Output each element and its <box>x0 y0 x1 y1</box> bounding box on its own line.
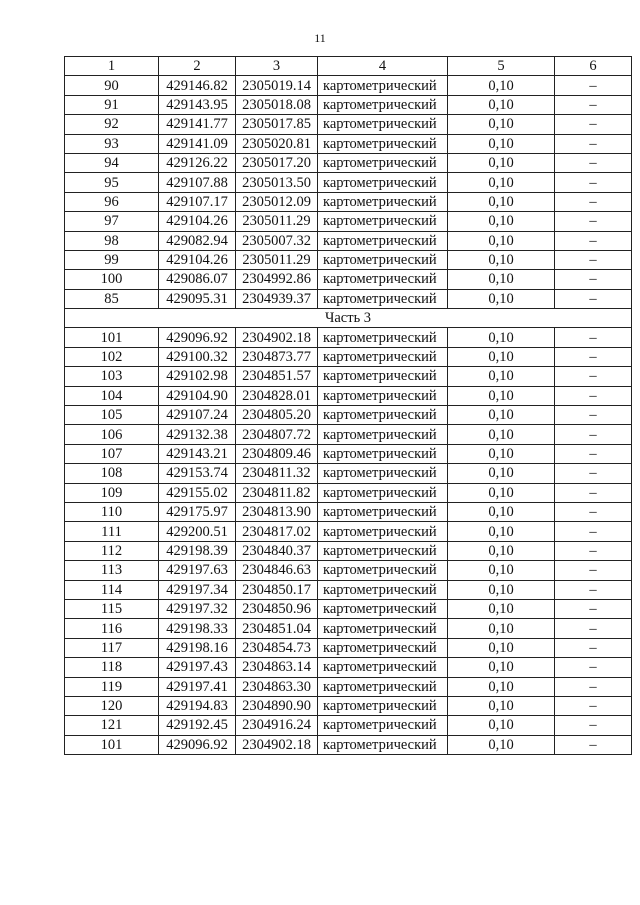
point-number-cell: 109 <box>65 483 159 502</box>
y-coordinate-cell: 2305013.50 <box>236 173 318 192</box>
x-coordinate-cell: 429100.32 <box>159 347 236 366</box>
note-cell: – <box>555 619 632 638</box>
table-row <box>65 386 632 405</box>
point-number-cell: 85 <box>65 289 159 308</box>
accuracy-cell: 0,10 <box>448 173 555 192</box>
table-row <box>65 95 632 114</box>
table-row <box>65 289 632 308</box>
x-coordinate-cell: 429155.02 <box>159 483 236 502</box>
method-cell: картометрический <box>318 192 448 211</box>
table-row <box>65 115 632 134</box>
method-cell: картометрический <box>318 735 448 754</box>
x-coordinate-cell: 429096.92 <box>159 735 236 754</box>
x-coordinate-cell: 429197.43 <box>159 658 236 677</box>
method-cell: картометрический <box>318 483 448 502</box>
x-coordinate-cell: 429096.92 <box>159 328 236 347</box>
y-coordinate-cell: 2304902.18 <box>236 735 318 754</box>
point-number-cell: 102 <box>65 347 159 366</box>
x-coordinate-cell: 429198.16 <box>159 638 236 657</box>
note-cell: – <box>555 483 632 502</box>
accuracy-cell: 0,10 <box>448 192 555 211</box>
column-number-cell: 2 <box>159 57 236 76</box>
note-cell: – <box>555 231 632 250</box>
accuracy-cell: 0,10 <box>448 425 555 444</box>
accuracy-cell: 0,10 <box>448 367 555 386</box>
note-cell: – <box>555 328 632 347</box>
column-number-cell: 3 <box>236 57 318 76</box>
note-cell: – <box>555 367 632 386</box>
y-coordinate-cell: 2304813.90 <box>236 502 318 521</box>
method-cell: картометрический <box>318 638 448 657</box>
method-cell: картометрический <box>318 425 448 444</box>
y-coordinate-cell: 2304851.04 <box>236 619 318 638</box>
accuracy-cell: 0,10 <box>448 250 555 269</box>
accuracy-cell: 0,10 <box>448 599 555 618</box>
column-number-cell: 4 <box>318 57 448 76</box>
accuracy-cell: 0,10 <box>448 95 555 114</box>
section-row <box>65 309 632 328</box>
y-coordinate-cell: 2305019.14 <box>236 76 318 95</box>
x-coordinate-cell: 429095.31 <box>159 289 236 308</box>
table-row <box>65 328 632 347</box>
y-coordinate-cell: 2305017.85 <box>236 115 318 134</box>
note-cell: – <box>555 95 632 114</box>
point-number-cell: 112 <box>65 541 159 560</box>
table-row <box>65 192 632 211</box>
table-row <box>65 638 632 657</box>
point-number-cell: 115 <box>65 599 159 618</box>
accuracy-cell: 0,10 <box>448 386 555 405</box>
y-coordinate-cell: 2304916.24 <box>236 716 318 735</box>
x-coordinate-cell: 429141.77 <box>159 115 236 134</box>
note-cell: – <box>555 580 632 599</box>
y-coordinate-cell: 2305007.32 <box>236 231 318 250</box>
note-cell: – <box>555 76 632 95</box>
coordinates-table-body <box>65 57 632 755</box>
note-cell: – <box>555 192 632 211</box>
method-cell: картометрический <box>318 153 448 172</box>
point-number-cell: 105 <box>65 406 159 425</box>
x-coordinate-cell: 429141.09 <box>159 134 236 153</box>
point-number-cell: 118 <box>65 658 159 677</box>
table-row <box>65 561 632 580</box>
section-title: Часть 3 <box>65 309 632 328</box>
y-coordinate-cell: 2304863.30 <box>236 677 318 696</box>
table-row <box>65 619 632 638</box>
note-cell: – <box>555 464 632 483</box>
table-row <box>65 735 632 754</box>
note-cell: – <box>555 561 632 580</box>
method-cell: картометрический <box>318 289 448 308</box>
accuracy-cell: 0,10 <box>448 483 555 502</box>
table-row <box>65 522 632 541</box>
table-row <box>65 483 632 502</box>
x-coordinate-cell: 429107.24 <box>159 406 236 425</box>
accuracy-cell: 0,10 <box>448 638 555 657</box>
method-cell: картометрический <box>318 696 448 715</box>
accuracy-cell: 0,10 <box>448 328 555 347</box>
accuracy-cell: 0,10 <box>448 153 555 172</box>
x-coordinate-cell: 429197.32 <box>159 599 236 618</box>
point-number-cell: 117 <box>65 638 159 657</box>
x-coordinate-cell: 429192.45 <box>159 716 236 735</box>
method-cell: картометрический <box>318 386 448 405</box>
method-cell: картометрический <box>318 716 448 735</box>
point-number-cell: 100 <box>65 270 159 289</box>
method-cell: картометрический <box>318 406 448 425</box>
accuracy-cell: 0,10 <box>448 444 555 463</box>
method-cell: картометрический <box>318 619 448 638</box>
method-cell: картометрический <box>318 444 448 463</box>
point-number-cell: 96 <box>65 192 159 211</box>
accuracy-cell: 0,10 <box>448 212 555 231</box>
point-number-cell: 93 <box>65 134 159 153</box>
table-row <box>65 677 632 696</box>
note-cell: – <box>555 153 632 172</box>
y-coordinate-cell: 2304939.37 <box>236 289 318 308</box>
y-coordinate-cell: 2305020.81 <box>236 134 318 153</box>
x-coordinate-cell: 429143.21 <box>159 444 236 463</box>
x-coordinate-cell: 429153.74 <box>159 464 236 483</box>
accuracy-cell: 0,10 <box>448 289 555 308</box>
point-number-cell: 111 <box>65 522 159 541</box>
y-coordinate-cell: 2305018.08 <box>236 95 318 114</box>
method-cell: картометрический <box>318 522 448 541</box>
table-row <box>65 541 632 560</box>
note-cell: – <box>555 522 632 541</box>
table-row <box>65 76 632 95</box>
note-cell: – <box>555 270 632 289</box>
note-cell: – <box>555 212 632 231</box>
table-row <box>65 270 632 289</box>
x-coordinate-cell: 429146.82 <box>159 76 236 95</box>
accuracy-cell: 0,10 <box>448 580 555 599</box>
accuracy-cell: 0,10 <box>448 76 555 95</box>
y-coordinate-cell: 2305012.09 <box>236 192 318 211</box>
x-coordinate-cell: 429126.22 <box>159 153 236 172</box>
x-coordinate-cell: 429102.98 <box>159 367 236 386</box>
table-row <box>65 134 632 153</box>
accuracy-cell: 0,10 <box>448 522 555 541</box>
point-number-cell: 106 <box>65 425 159 444</box>
x-coordinate-cell: 429197.63 <box>159 561 236 580</box>
column-number-cell: 1 <box>65 57 159 76</box>
note-cell: – <box>555 541 632 560</box>
note-cell: – <box>555 347 632 366</box>
table-row <box>65 347 632 366</box>
y-coordinate-cell: 2304873.77 <box>236 347 318 366</box>
note-cell: – <box>555 502 632 521</box>
method-cell: картометрический <box>318 212 448 231</box>
x-coordinate-cell: 429200.51 <box>159 522 236 541</box>
point-number-cell: 91 <box>65 95 159 114</box>
method-cell: картометрический <box>318 599 448 618</box>
y-coordinate-cell: 2305011.29 <box>236 212 318 231</box>
x-coordinate-cell: 429175.97 <box>159 502 236 521</box>
point-number-cell: 104 <box>65 386 159 405</box>
note-cell: – <box>555 658 632 677</box>
accuracy-cell: 0,10 <box>448 696 555 715</box>
note-cell: – <box>555 406 632 425</box>
table-row <box>65 367 632 386</box>
accuracy-cell: 0,10 <box>448 270 555 289</box>
method-cell: картометрический <box>318 367 448 386</box>
y-coordinate-cell: 2304811.32 <box>236 464 318 483</box>
table-row <box>65 444 632 463</box>
y-coordinate-cell: 2304811.82 <box>236 483 318 502</box>
method-cell: картометрический <box>318 502 448 521</box>
x-coordinate-cell: 429104.26 <box>159 250 236 269</box>
method-cell: картометрический <box>318 250 448 269</box>
method-cell: картометрический <box>318 541 448 560</box>
y-coordinate-cell: 2304992.86 <box>236 270 318 289</box>
accuracy-cell: 0,10 <box>448 658 555 677</box>
y-coordinate-cell: 2304850.96 <box>236 599 318 618</box>
method-cell: картометрический <box>318 115 448 134</box>
x-coordinate-cell: 429197.34 <box>159 580 236 599</box>
note-cell: – <box>555 444 632 463</box>
table-row <box>65 212 632 231</box>
table-row <box>65 580 632 599</box>
point-number-cell: 113 <box>65 561 159 580</box>
table-row <box>65 599 632 618</box>
accuracy-cell: 0,10 <box>448 561 555 580</box>
point-number-cell: 119 <box>65 677 159 696</box>
method-cell: картометрический <box>318 347 448 366</box>
header-row <box>65 57 632 76</box>
y-coordinate-cell: 2304809.46 <box>236 444 318 463</box>
coordinates-table <box>64 56 632 755</box>
table-row <box>65 231 632 250</box>
x-coordinate-cell: 429143.95 <box>159 95 236 114</box>
note-cell: – <box>555 677 632 696</box>
page-number: 11 <box>314 31 326 45</box>
point-number-cell: 120 <box>65 696 159 715</box>
table-row <box>65 464 632 483</box>
y-coordinate-cell: 2304840.37 <box>236 541 318 560</box>
y-coordinate-cell: 2304805.20 <box>236 406 318 425</box>
point-number-cell: 92 <box>65 115 159 134</box>
point-number-cell: 103 <box>65 367 159 386</box>
x-coordinate-cell: 429107.17 <box>159 192 236 211</box>
note-cell: – <box>555 425 632 444</box>
accuracy-cell: 0,10 <box>448 502 555 521</box>
accuracy-cell: 0,10 <box>448 716 555 735</box>
note-cell: – <box>555 250 632 269</box>
method-cell: картометрический <box>318 328 448 347</box>
y-coordinate-cell: 2304890.90 <box>236 696 318 715</box>
method-cell: картометрический <box>318 76 448 95</box>
note-cell: – <box>555 134 632 153</box>
x-coordinate-cell: 429086.07 <box>159 270 236 289</box>
y-coordinate-cell: 2304863.14 <box>236 658 318 677</box>
column-number-cell: 5 <box>448 57 555 76</box>
point-number-cell: 98 <box>65 231 159 250</box>
method-cell: картометрический <box>318 231 448 250</box>
x-coordinate-cell: 429198.33 <box>159 619 236 638</box>
y-coordinate-cell: 2305011.29 <box>236 250 318 269</box>
accuracy-cell: 0,10 <box>448 464 555 483</box>
note-cell: – <box>555 173 632 192</box>
note-cell: – <box>555 115 632 134</box>
accuracy-cell: 0,10 <box>448 134 555 153</box>
method-cell: картометрический <box>318 270 448 289</box>
point-number-cell: 97 <box>65 212 159 231</box>
point-number-cell: 116 <box>65 619 159 638</box>
note-cell: – <box>555 735 632 754</box>
point-number-cell: 94 <box>65 153 159 172</box>
x-coordinate-cell: 429104.26 <box>159 212 236 231</box>
table-row <box>65 173 632 192</box>
note-cell: – <box>555 386 632 405</box>
accuracy-cell: 0,10 <box>448 619 555 638</box>
point-number-cell: 90 <box>65 76 159 95</box>
method-cell: картометрический <box>318 95 448 114</box>
table-row <box>65 658 632 677</box>
table-row <box>65 716 632 735</box>
method-cell: картометрический <box>318 173 448 192</box>
x-coordinate-cell: 429132.38 <box>159 425 236 444</box>
accuracy-cell: 0,10 <box>448 115 555 134</box>
table-row <box>65 406 632 425</box>
y-coordinate-cell: 2304851.57 <box>236 367 318 386</box>
x-coordinate-cell: 429197.41 <box>159 677 236 696</box>
accuracy-cell: 0,10 <box>448 347 555 366</box>
note-cell: – <box>555 289 632 308</box>
method-cell: картометрический <box>318 580 448 599</box>
table-row <box>65 250 632 269</box>
point-number-cell: 101 <box>65 328 159 347</box>
accuracy-cell: 0,10 <box>448 677 555 696</box>
note-cell: – <box>555 696 632 715</box>
method-cell: картометрический <box>318 658 448 677</box>
method-cell: картометрический <box>318 134 448 153</box>
accuracy-cell: 0,10 <box>448 735 555 754</box>
y-coordinate-cell: 2304807.72 <box>236 425 318 444</box>
y-coordinate-cell: 2304902.18 <box>236 328 318 347</box>
note-cell: – <box>555 638 632 657</box>
x-coordinate-cell: 429104.90 <box>159 386 236 405</box>
method-cell: картометрический <box>318 561 448 580</box>
table-row <box>65 696 632 715</box>
y-coordinate-cell: 2304850.17 <box>236 580 318 599</box>
y-coordinate-cell: 2304817.02 <box>236 522 318 541</box>
y-coordinate-cell: 2305017.20 <box>236 153 318 172</box>
column-number-cell: 6 <box>555 57 632 76</box>
point-number-cell: 99 <box>65 250 159 269</box>
x-coordinate-cell: 429194.83 <box>159 696 236 715</box>
x-coordinate-cell: 429082.94 <box>159 231 236 250</box>
x-coordinate-cell: 429198.39 <box>159 541 236 560</box>
point-number-cell: 121 <box>65 716 159 735</box>
point-number-cell: 95 <box>65 173 159 192</box>
point-number-cell: 110 <box>65 502 159 521</box>
point-number-cell: 101 <box>65 735 159 754</box>
method-cell: картометрический <box>318 464 448 483</box>
y-coordinate-cell: 2304846.63 <box>236 561 318 580</box>
x-coordinate-cell: 429107.88 <box>159 173 236 192</box>
point-number-cell: 108 <box>65 464 159 483</box>
note-cell: – <box>555 716 632 735</box>
note-cell: – <box>555 599 632 618</box>
table-row <box>65 425 632 444</box>
table-row <box>65 153 632 172</box>
y-coordinate-cell: 2304854.73 <box>236 638 318 657</box>
y-coordinate-cell: 2304828.01 <box>236 386 318 405</box>
accuracy-cell: 0,10 <box>448 541 555 560</box>
table-row <box>65 502 632 521</box>
point-number-cell: 107 <box>65 444 159 463</box>
accuracy-cell: 0,10 <box>448 231 555 250</box>
method-cell: картометрический <box>318 677 448 696</box>
accuracy-cell: 0,10 <box>448 406 555 425</box>
point-number-cell: 114 <box>65 580 159 599</box>
